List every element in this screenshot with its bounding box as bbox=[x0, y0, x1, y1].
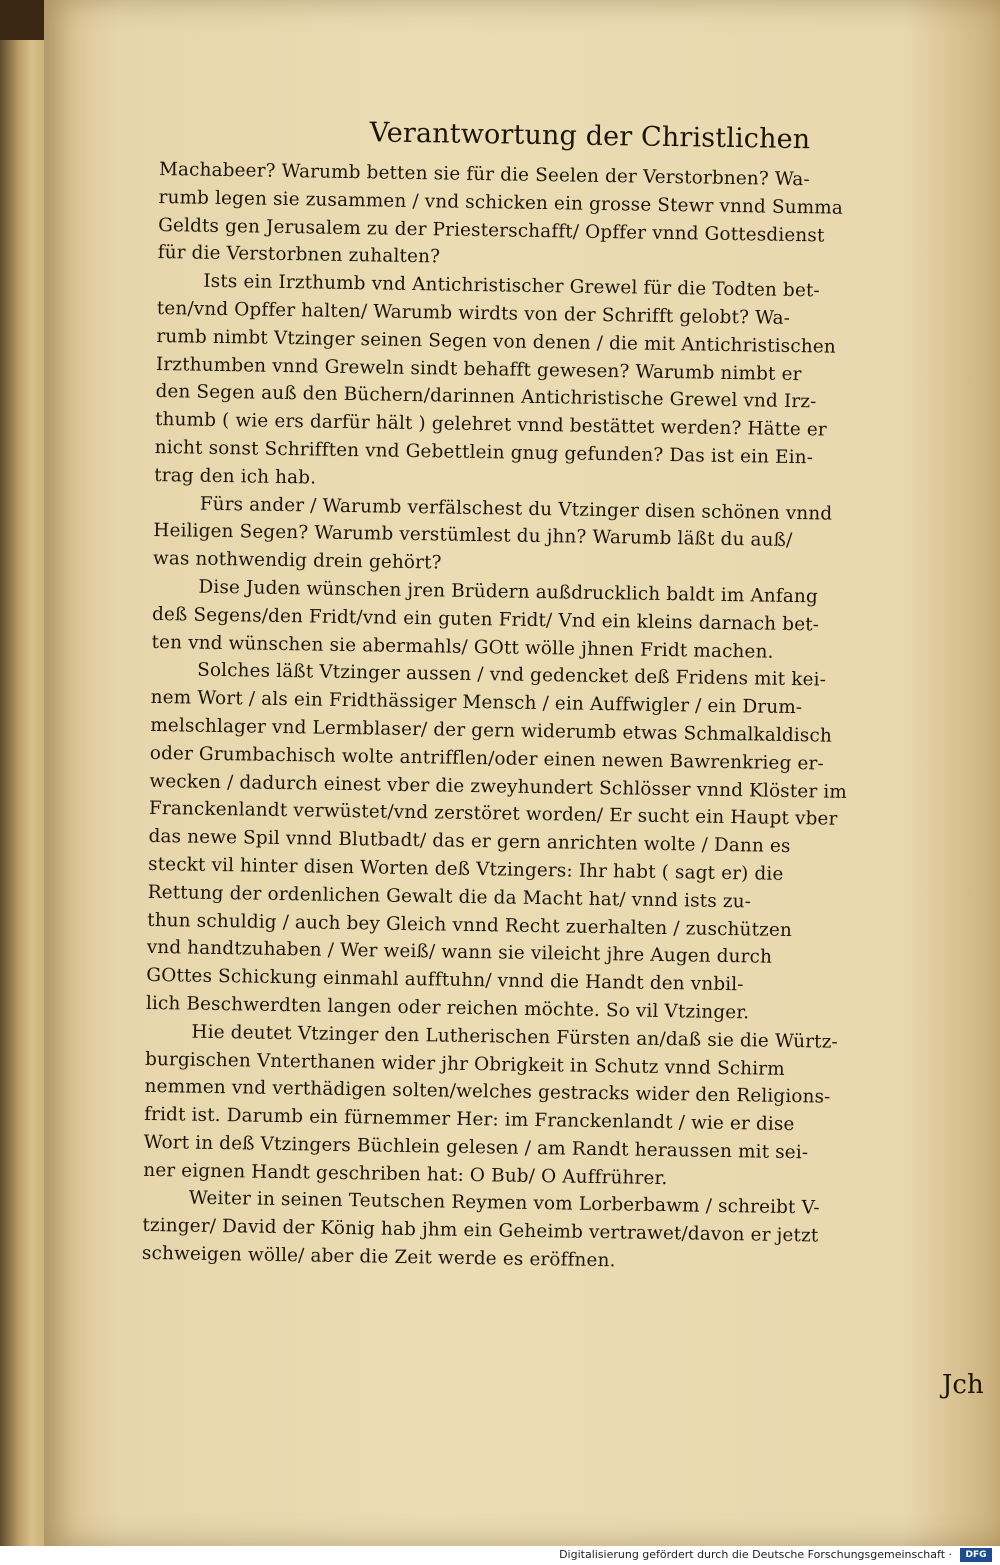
running-head: Verantwortung der Christlichen bbox=[369, 117, 811, 156]
funding-credit: Digitalisierung gefördert durch die Deutsche Forschungsgemeinschaft · bbox=[559, 1548, 952, 1561]
text-line: Weiter in seinen Teutschen Reymen vom Lorberbawm / schreibt V- bbox=[188, 1188, 820, 1219]
text-line: rumb legen sie zusammen / vnd schicken ein grosse Stewr vnnd Summa bbox=[158, 186, 844, 219]
text-line: Rettung der ordenlichen Gewalt die da Macht hat/ vnnd ists zu- bbox=[147, 881, 752, 913]
text-line: melschlager vnd Lermblaser/ der gern widerumb etwas Schmalkaldisch bbox=[150, 714, 833, 747]
text-line: schweigen wölle/ aber die Zeit werde es eröffnen. bbox=[141, 1242, 616, 1272]
body-text bbox=[142, 156, 959, 1280]
text-line: wecken / dadurch einest vber die zweyhundert Schlösser vnnd Klöster im bbox=[149, 770, 848, 803]
text-line: rumb nimbt Vtzinger seinen Segen von denen / die mit Antichristischen bbox=[156, 325, 836, 358]
text-line: deß Segens/den Fridt/vnd ein guten Fridt/ Vnd ein kleins darnach bet- bbox=[151, 603, 820, 636]
text-line: thumb ( wie ers darfür hält ) gelehret vnnd bestättet werden? Hätte er bbox=[154, 409, 827, 441]
text-line: lich Beschwerdten langen oder reichen möchte. So vil Vtzinger. bbox=[145, 992, 750, 1024]
text-line: Wort in deß Vtzingers Büchlein gelesen / am Randt heraussen mit sei- bbox=[143, 1131, 809, 1164]
text-line: Dise Juden wünschen jren Brüdern außdrucklich baldt im Anfang bbox=[198, 576, 819, 608]
text-line: Ists ein Irzthumb vnd Antichristischer Grewel für die Todten bet- bbox=[203, 270, 821, 302]
text-line: ner eignen Handt geschriben hat: O Bub/ O Auffrührer. bbox=[143, 1159, 668, 1189]
text-line: thun schuldig / auch bey Gleich vnnd Recht zuerhalten / zuschützen bbox=[147, 909, 793, 941]
catchword: Jch bbox=[942, 1370, 984, 1400]
text-line: das newe Spil vnnd Blutbadt/ das er gern anrichten wolte / Dann es bbox=[148, 826, 791, 858]
text-line: Hie deutet Vtzinger den Lutherischen Fürsten an/daß sie die Würtz- bbox=[191, 1021, 839, 1053]
text-line: tzinger/ David der König hab jhm ein Geheimb vertrawet/davon er jetzt bbox=[142, 1215, 819, 1247]
text-line: nem Wort / als ein Fridthässiger Mensch / ein Auffwigler / ein Drum- bbox=[150, 687, 803, 719]
text-line: den Segen auß den Büchern/darinnen Antichristische Grewel vnd Irz- bbox=[155, 381, 817, 413]
text-line: Machabeer? Warumb betten sie für die Seelen der Verstorbnen? Wa- bbox=[158, 158, 810, 191]
text-line: trag den ich hab. bbox=[154, 464, 317, 489]
text-line: nemmen vnd verthädigen solten/welches gestracks wider den Religions- bbox=[144, 1076, 831, 1108]
text-line: ten vnd wünschen sie abermahls/ GOtt wölle jhnen Fridt machen. bbox=[151, 631, 774, 663]
dfg-logo: DFG bbox=[960, 1548, 992, 1562]
text-line: ten/vnd Opffer halten/ Warumb wirdts von der Schrifft gelobt? Wa- bbox=[156, 297, 791, 329]
text-line: vnd handtzuhaben / Wer weiß/ wann sie vileicht jhre Augen durch bbox=[146, 937, 773, 969]
text-line: Franckenlandt verwüstet/vnd zerstöret worden/ Er sucht ein Haupt vber bbox=[148, 798, 838, 831]
text-line: Irzthumben vnnd Greweln sindt behafft gewesen? Warumb nimbt er bbox=[155, 353, 802, 385]
text-line: Solches läßt Vtzinger aussen / vnd gedencket deß Fridens mit kei- bbox=[197, 659, 827, 691]
text-line: was nothwendig drein gehört? bbox=[152, 548, 442, 574]
text-line: oder Grumbachisch wolte antrifflen/oder einen newen Bawrenkrieg er- bbox=[149, 742, 824, 775]
text-line: Fürs ander / Warumb verfälschest du Vtzinger disen schönen vnnd bbox=[199, 493, 833, 525]
page-text-block bbox=[142, 108, 960, 1280]
text-line: burgischen Vnterthanen wider jhr Obrigkeit in Schutz vnnd Schirm bbox=[144, 1048, 785, 1080]
text-line: nicht sonst Schrifften vnd Gebettlein gnug gefunden? Das ist ein Ein- bbox=[154, 436, 814, 469]
text-line: Geldts gen Jerusalem zu der Priesterschafft/ Opffer vnnd Gottesdienst bbox=[157, 214, 825, 247]
text-line: fridt ist. Darumb ein fürnemmer Her: im Franckenlandt / wie er dise bbox=[144, 1103, 795, 1136]
text-line: für die Verstorbnen zuhalten? bbox=[157, 242, 441, 268]
text-line: Heiligen Segen? Warumb verstümlest du jhn? Warumb läßt du auß/ bbox=[153, 520, 793, 552]
footer-bar bbox=[0, 1546, 1000, 1565]
text-line: GOttes Schickung einmahl aufftuhn/ vnnd die Handt den vnbil- bbox=[146, 965, 744, 996]
text-line: steckt vil hinter disen Worten deß Vtzingers: Ihr habt ( sagt er) die bbox=[147, 853, 784, 885]
